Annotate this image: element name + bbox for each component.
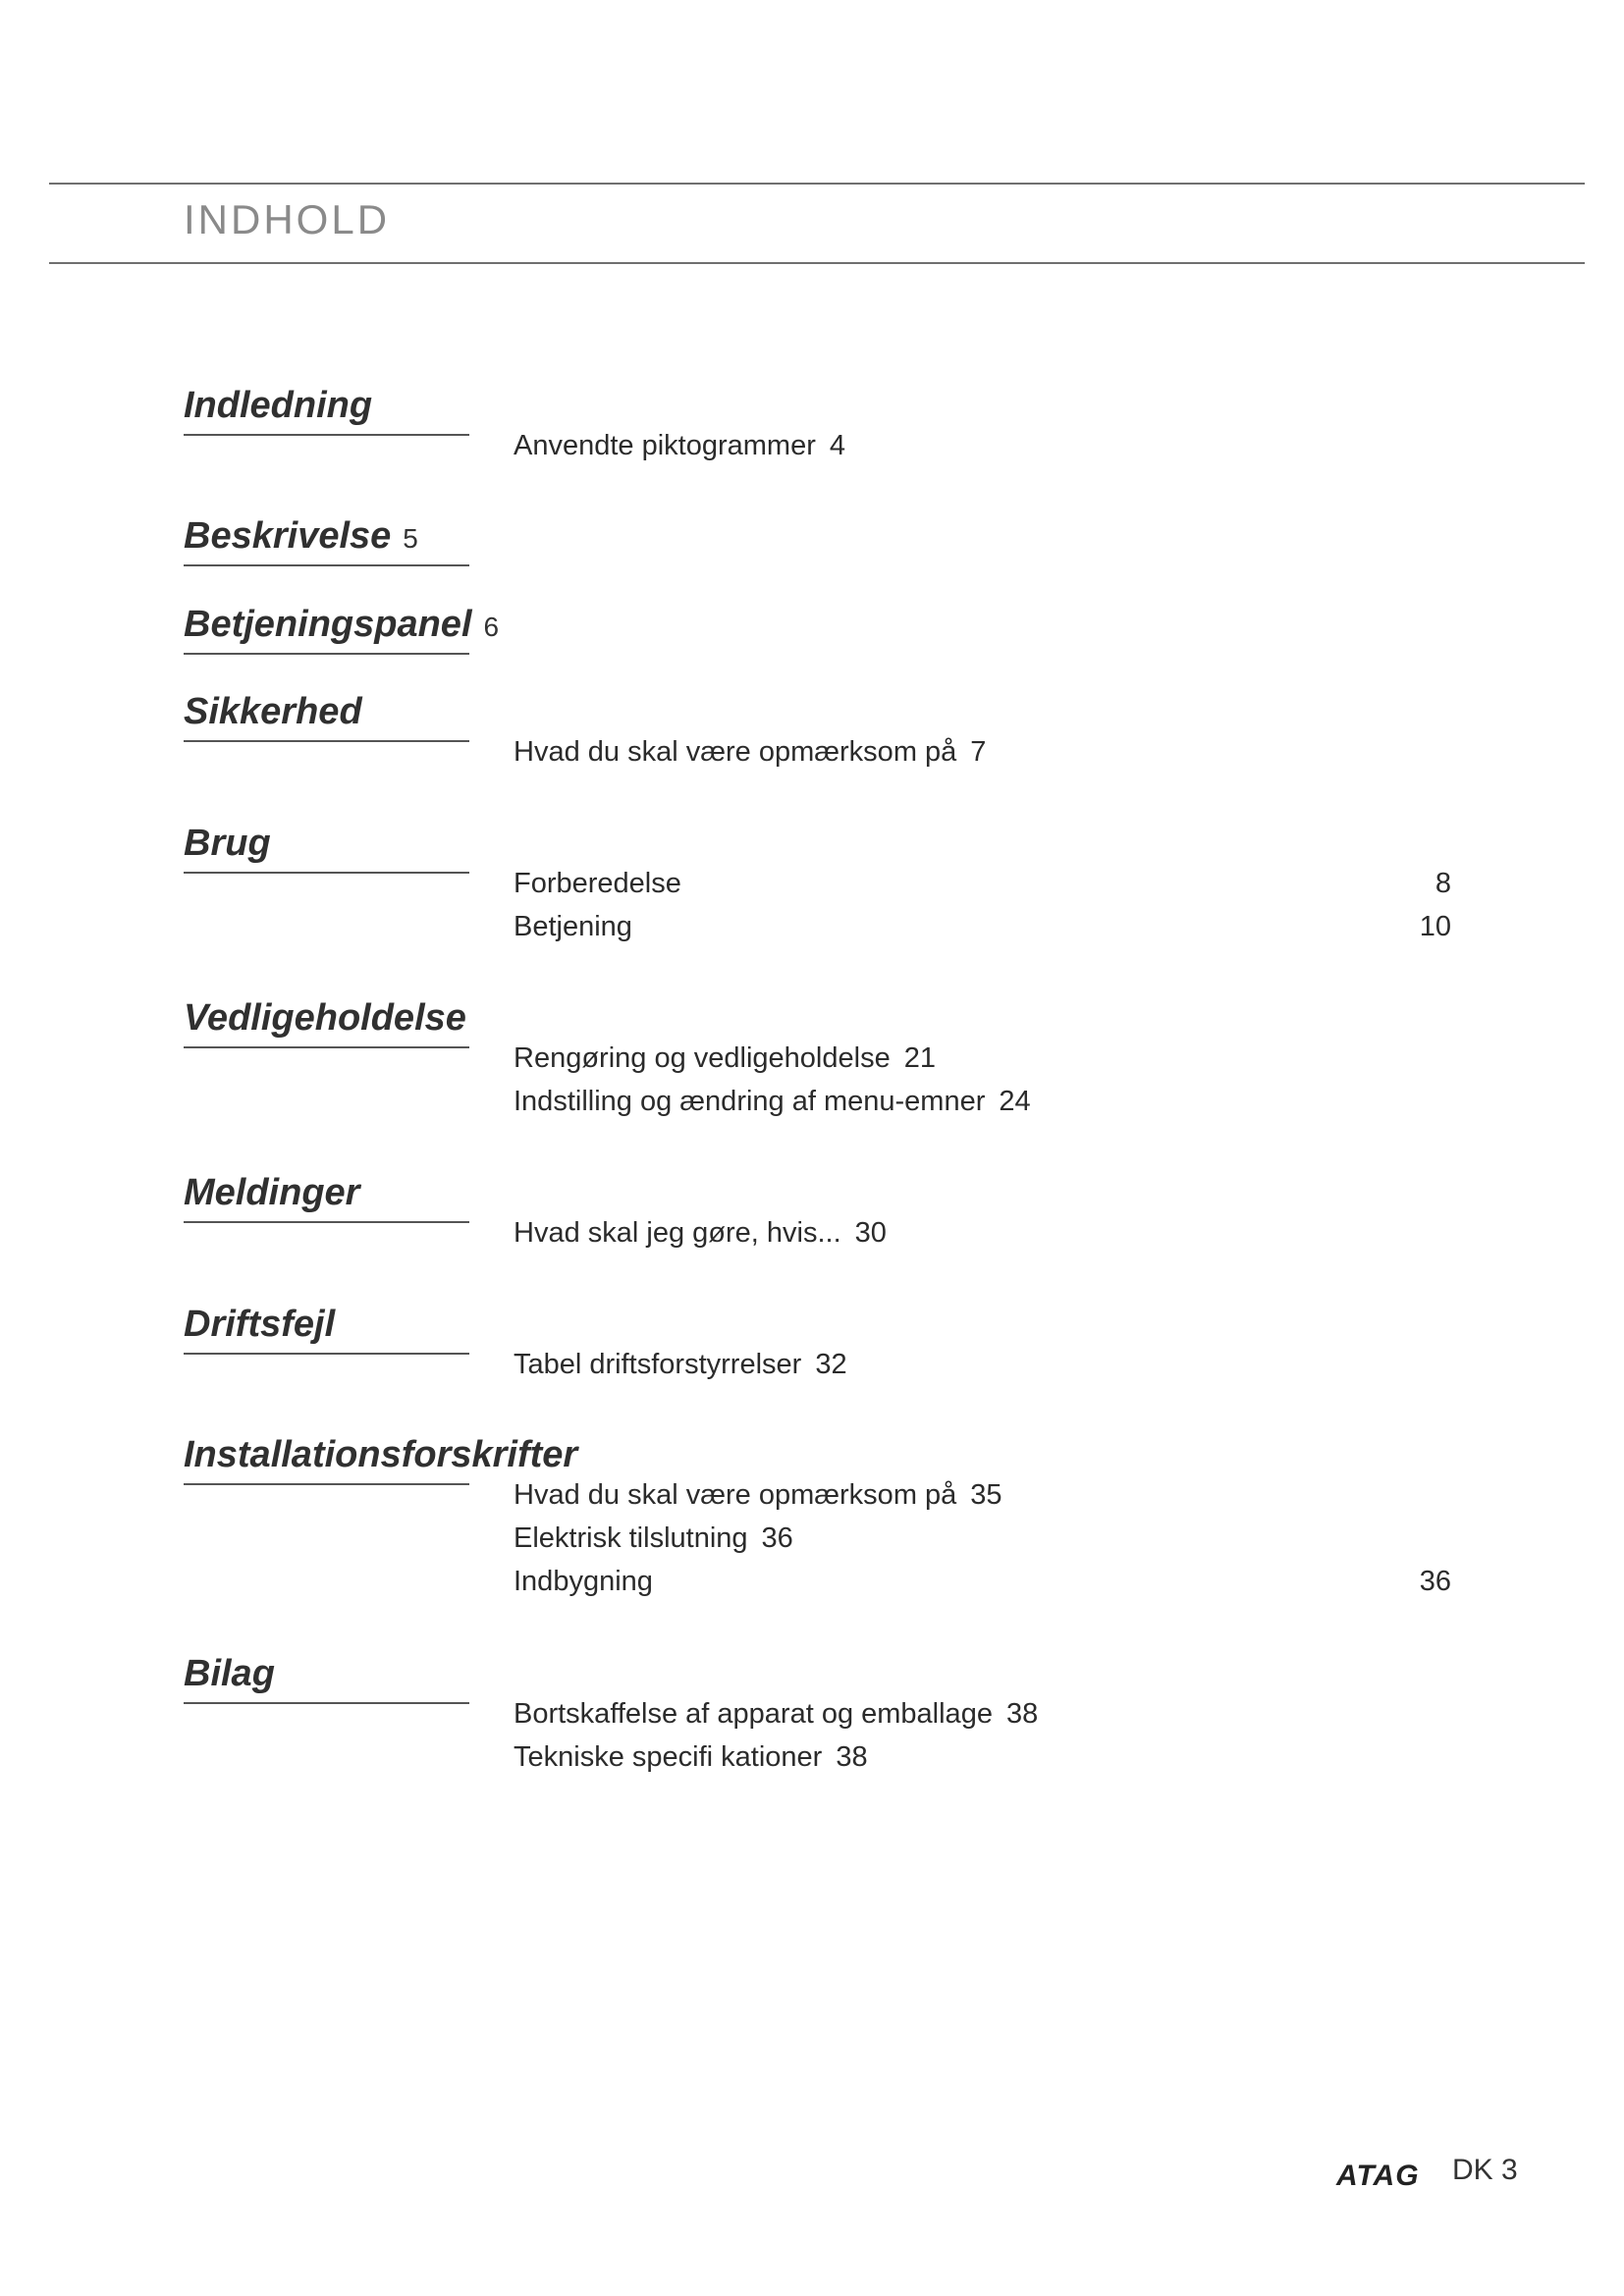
section-heading[interactable] [184,1434,578,1485]
toc-entry[interactable] [514,1741,1451,1785]
entry-title: Tekniske specifi kationer [514,1741,823,1773]
entry-title: Forberedelse [514,868,681,899]
entry-page-number: 35 [970,1479,1002,1511]
page-number: DK 3 [1452,2154,1518,2186]
section-heading[interactable] [184,604,500,655]
entry-title: Betjening [514,911,632,942]
entry-list [514,868,1451,954]
entry-title: Indstilling og ændring af menu-emner [514,1086,986,1117]
entry-title: Hvad du skal være opmærksom på [514,1479,957,1511]
toc-entry[interactable] [514,736,1451,779]
header-rule-bottom [49,262,1585,264]
toc-entry[interactable] [514,1698,1451,1741]
entry-title: Hvad du skal være opmærksom på [514,736,957,768]
section-title: Installationsforskrifter [184,1434,578,1475]
toc-entry[interactable] [514,1349,1451,1392]
section-heading[interactable] [184,1172,469,1223]
section-heading[interactable] [184,691,469,742]
section-title: Indledning [184,385,373,426]
toc-entry[interactable] [514,1042,1451,1086]
toc-entry[interactable] [514,1522,1451,1566]
toc-entry[interactable] [514,868,1451,911]
section-title: Vedligeholdelse [184,997,466,1039]
section-title: Meldinger [184,1172,360,1213]
entry-title: Tabel driftsforstyrrelser [514,1349,802,1380]
entry-page-number: 24 [999,1086,1031,1117]
entry-list [514,1479,1451,1609]
entry-list [514,1349,1451,1392]
section-heading[interactable] [184,1304,469,1355]
page-title: INDHOLD [184,196,391,242]
entry-page-number: 38 [1005,1698,1039,1730]
entry-page-number: 36 [1419,1566,1451,1597]
entry-page-number: 32 [815,1349,847,1380]
entry-page-number: 21 [903,1042,936,1074]
entry-list [514,1698,1451,1785]
toc-entry[interactable] [514,911,1451,954]
entry-title: Elektrisk tilslutning [514,1522,748,1554]
section-title: Betjeningspanel [184,604,472,645]
section-heading[interactable] [184,515,469,566]
section-heading[interactable] [184,997,469,1048]
entry-list [514,736,1451,779]
entry-page-number: 30 [854,1217,887,1249]
entry-title: Rengøring og vedligeholdelse [514,1042,891,1074]
section-heading[interactable] [184,385,469,436]
entry-title: Indbygning [514,1566,653,1597]
section-page-number: 6 [483,612,500,642]
entry-page-number: 4 [829,430,846,461]
section-page-number: 5 [403,523,418,554]
entry-page-number: 10 [1419,911,1451,942]
toc-entry[interactable] [514,1566,1451,1609]
entry-page-number: 8 [1435,868,1451,899]
entry-title: Bortskaffelse af apparat og emballage [514,1698,993,1730]
toc-entry[interactable] [514,1217,1451,1260]
entry-list [514,430,1451,473]
entry-list [514,1217,1451,1260]
section-title: Driftsfejl [184,1304,336,1345]
section-title: Sikkerhed [184,691,362,732]
entry-title: Hvad skal jeg gøre, hvis... [514,1217,841,1249]
header-rule-top [49,183,1585,185]
section-title: Beskrivelse [184,515,392,557]
entry-page-number: 38 [836,1741,868,1773]
section-heading[interactable] [184,823,469,874]
section-title: Bilag [184,1653,275,1694]
atag-logo: ATAG [1336,2160,1420,2192]
toc-entry[interactable] [514,1086,1451,1129]
entry-page-number: 36 [761,1522,793,1554]
section-title: Brug [184,823,271,864]
section-heading[interactable] [184,1653,469,1704]
entry-page-number: 7 [970,736,987,768]
toc-entry[interactable] [514,430,1451,473]
entry-list [514,1042,1451,1129]
toc-entry[interactable] [514,1479,1451,1522]
entry-title: Anvendte piktogrammer [514,430,816,461]
